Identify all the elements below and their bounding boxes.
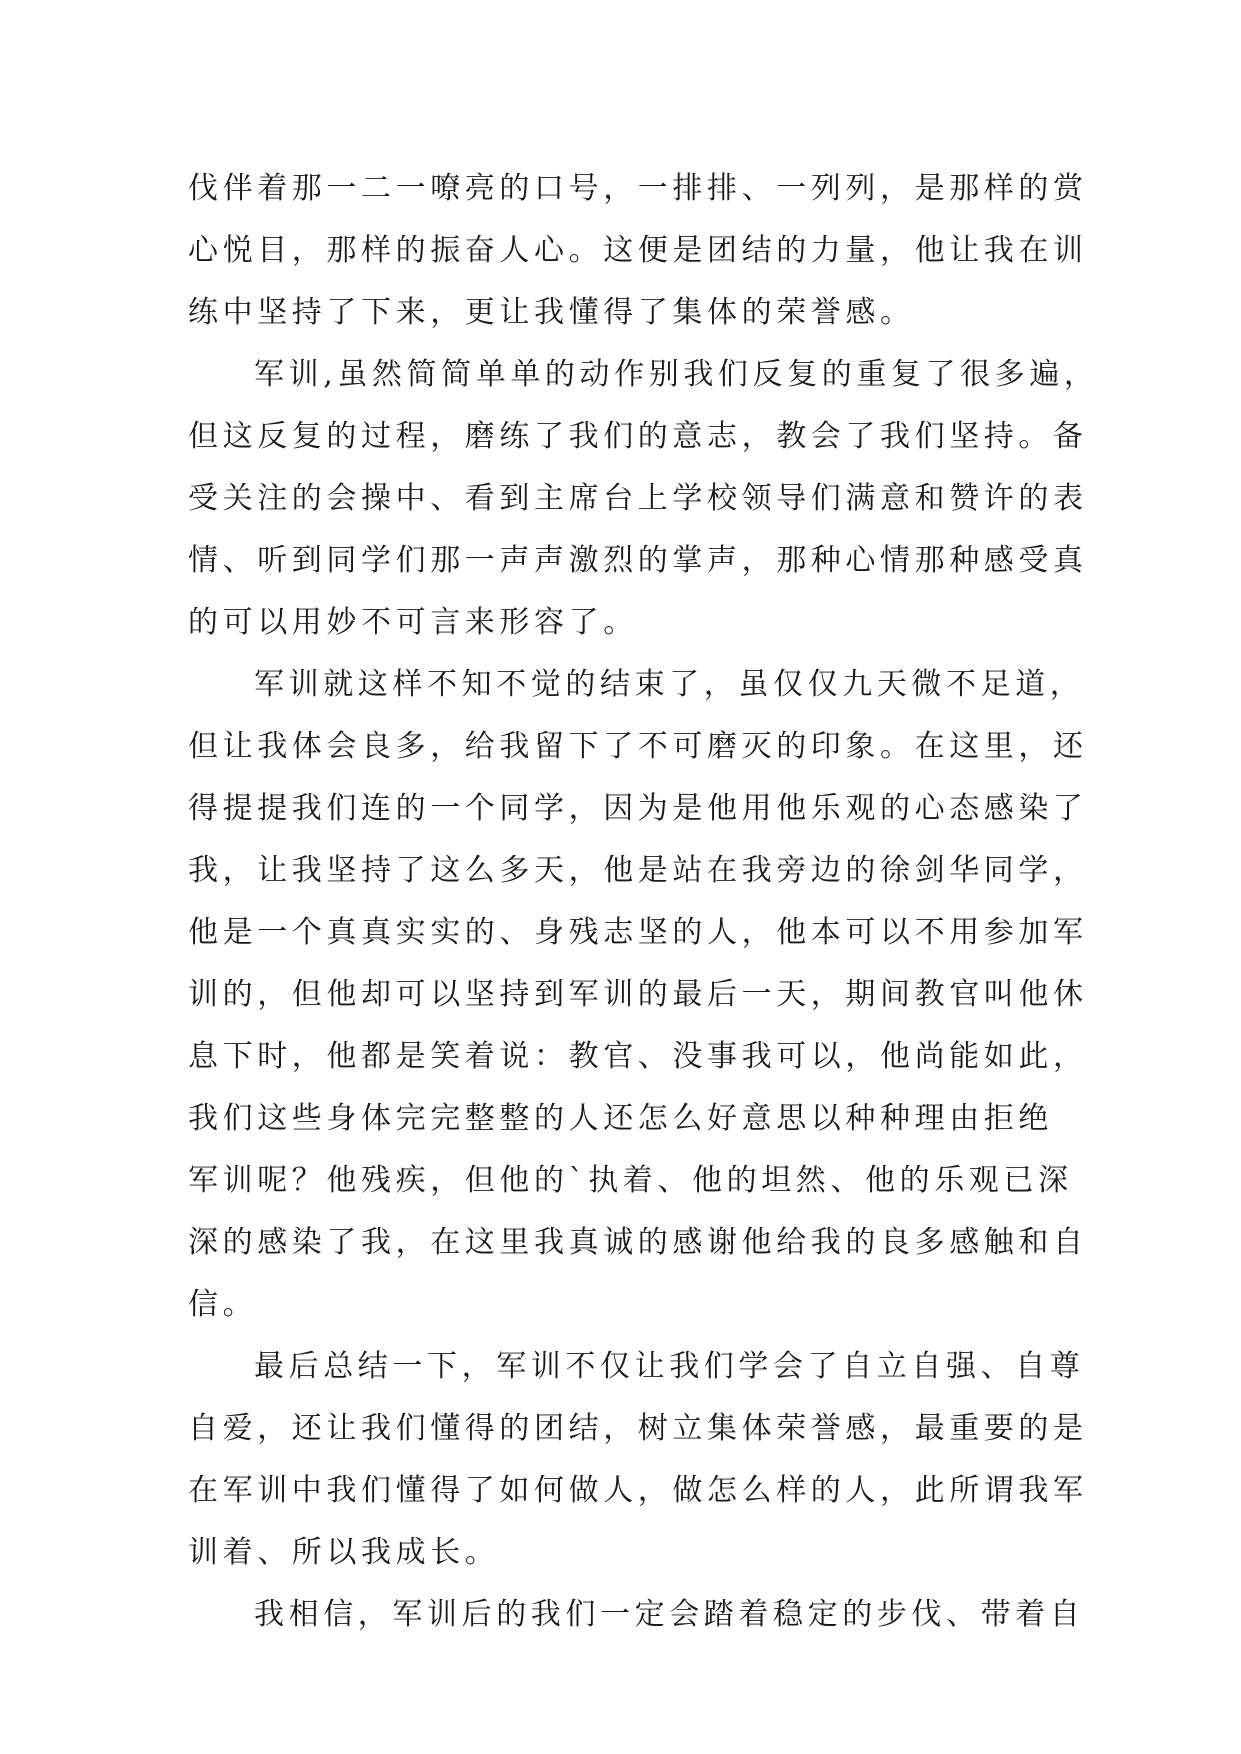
text-line: 信。 [188, 1287, 258, 1322]
paragraph-first-line: 我相信，军训后的我们一定会踏着稳定的步伐、带着自 [254, 1597, 1085, 1632]
text-line: 但让我体会良多，给我留下了不可磨灭的印象。在这里，还 [188, 729, 1088, 764]
text-line: 但这反复的过程，磨练了我们的意志，教会了我们坚持。备 [188, 419, 1088, 454]
text-line: 息下时，他都是笑着说：教官、没事我可以，他尚能如此， [188, 1039, 1088, 1074]
paragraph-first-line: 军训就这样不知不觉的结束了，虽仅仅九天微不足道， [254, 667, 1085, 702]
text-line: 自爱，还让我们懂得的团结，树立集体荣誉感，最重要的是 [188, 1411, 1088, 1446]
text-line: 得提提我们连的一个同学，因为是他用他乐观的心态感染了 [188, 791, 1088, 826]
text-line: 训的，但他却可以坚持到军训的最后一天，期间教官叫他休 [188, 977, 1088, 1012]
text-line: 我，让我坚持了这么多天，他是站在我旁边的徐剑华同学， [188, 853, 1088, 888]
text-line: 我们这些身体完完整整的人还怎么好意思以种种理由拒绝 [188, 1101, 1053, 1136]
paragraph-first-line: 军训,虽然简简单单的动作别我们反复的重复了很多遍， [254, 357, 1099, 392]
text-line: 深的感染了我，在这里我真诚的感谢他给我的良多感触和自 [188, 1225, 1088, 1260]
text-line: 受关注的会操中、看到主席台上学校领导们满意和赞许的表 [188, 481, 1088, 516]
text-line: 在军训中我们懂得了如何做人，做怎么样的人，此所谓我军 [188, 1473, 1088, 1508]
text-line: 伐伴着那一二一嘹亮的口号，一排排、一列列，是那样的赏 [188, 171, 1088, 206]
text-line: 军训呢？他残疾，但他的`执着、他的坦然、他的乐观已深 [188, 1163, 1073, 1198]
text-line: 情、听到同学们那一声声激烈的掌声，那种心情那种感受真 [188, 543, 1088, 578]
paragraph-first-line: 最后总结一下，军训不仅让我们学会了自立自强、自尊 [254, 1349, 1085, 1384]
text-line: 心悦目，那样的振奋人心。这便是团结的力量，他让我在训 [188, 233, 1088, 268]
document-body [188, 158, 1099, 1646]
text-line: 练中坚持了下来，更让我懂得了集体的荣誉感。 [188, 295, 915, 330]
text-line: 他是一个真真实实的、身残志坚的人，他本可以不用参加军 [188, 915, 1088, 950]
text-line: 训着、所以我成长。 [188, 1535, 500, 1570]
text-line: 的可以用妙不可言来形容了。 [188, 605, 638, 640]
